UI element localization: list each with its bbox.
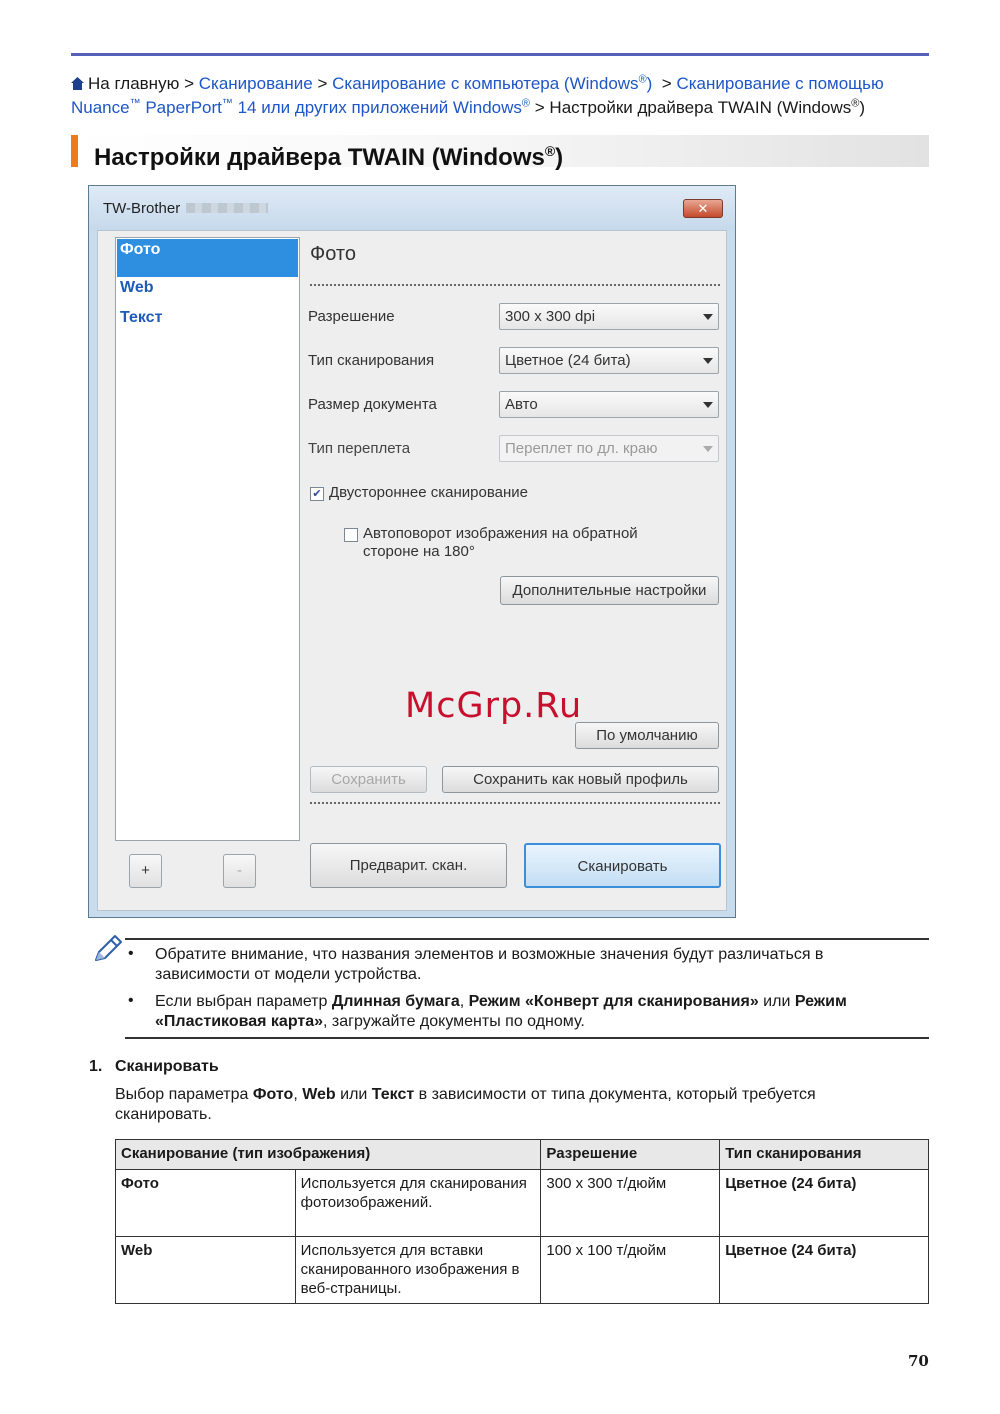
binding-type-label: Тип переплета	[308, 440, 411, 457]
step-number: 1.	[89, 1058, 103, 1075]
chevron-down-icon	[703, 446, 713, 452]
breadcrumb-current-close: )	[859, 98, 866, 117]
top-rule	[71, 53, 929, 56]
close-icon: ✕	[697, 201, 709, 216]
breadcrumb-paperport-text-3: 14 или других приложений Windows	[232, 98, 522, 117]
title-accent	[71, 135, 78, 167]
close-button[interactable]	[683, 199, 723, 218]
table-row	[116, 1237, 929, 1304]
scan-type-select[interactable]	[499, 347, 719, 374]
duplex-label: Двустороннее сканирование	[329, 484, 529, 501]
add-profile-button[interactable]: +	[129, 854, 162, 888]
row-resolution: 300 x 300 т/дюйм	[541, 1170, 720, 1237]
table-header-row	[116, 1140, 929, 1170]
header-scan-type: Тип сканирования	[720, 1140, 929, 1170]
document-size-select[interactable]	[499, 391, 719, 418]
breadcrumb-separator: >	[184, 74, 194, 93]
row-scan-type: Цветное (24 бита)	[720, 1170, 929, 1237]
row-name: Фото	[116, 1170, 296, 1237]
note-top-rule	[125, 938, 929, 940]
breadcrumb-current-text: Настройки драйвера TWAIN (Windows	[549, 98, 852, 117]
dialog-title	[103, 200, 268, 217]
note-item-2	[155, 992, 905, 1032]
page-title-close: )	[555, 144, 564, 171]
twain-dialog	[88, 185, 736, 918]
autorotate-label-line2: стороне на 180°	[363, 543, 475, 560]
header-resolution: Разрешение	[541, 1140, 720, 1170]
duplex-checkbox[interactable]	[310, 487, 324, 501]
document-size-label: Размер документа	[308, 396, 437, 413]
page-title-bar	[71, 135, 929, 171]
note-item-1: Обратите внимание, что названия элементов и возможные значения будут различаться в зависимости от модели устройства.	[155, 946, 824, 983]
page-number: 70	[908, 1352, 929, 1370]
panel-title: Фото	[310, 243, 356, 265]
dotted-divider	[310, 802, 720, 804]
reg-mark: ®	[544, 143, 556, 159]
pencil-icon	[92, 933, 124, 965]
document-size-value: Авто	[505, 396, 538, 413]
binding-type-value: Переплет по дл. краю	[505, 440, 658, 457]
breadcrumb	[71, 72, 941, 120]
table-row	[116, 1170, 929, 1237]
breadcrumb-pc-scan-link[interactable]	[332, 74, 652, 93]
note-bold: Длинная бумага	[331, 993, 460, 1010]
binding-type-select[interactable]	[499, 435, 719, 462]
header-image-type: Сканирование (тип изображения)	[116, 1140, 541, 1170]
note-text: , загружайте документы по одному.	[323, 1013, 585, 1030]
profile-item-photo[interactable]: Фото	[117, 239, 298, 277]
page-title-text: Настройки драйвера TWAIN (Windows	[94, 144, 545, 171]
breadcrumb-pc-scan-text: Сканирование с компьютера (Windows	[332, 74, 639, 93]
breadcrumb-separator: >	[534, 98, 545, 117]
note-bottom-rule	[125, 1037, 929, 1039]
breadcrumb-paperport-text-1: Сканирование с помощью Nuance	[71, 74, 884, 117]
advanced-settings-button[interactable]: Дополнительные настройки	[500, 576, 719, 605]
blurred-model-name	[186, 203, 268, 213]
profile-list	[115, 237, 300, 841]
step-bold: Фото	[252, 1086, 294, 1103]
note-bullet: •	[128, 992, 134, 1009]
reg-mark: ®	[638, 73, 647, 86]
watermark: McGrp.Ru	[405, 686, 583, 726]
row-resolution: 100 x 100 т/дюйм	[541, 1237, 720, 1304]
chevron-down-icon	[703, 402, 713, 408]
step-text: в зависимости от типа документа, который требуется сканировать.	[115, 1086, 816, 1123]
step-bold: Web	[302, 1086, 336, 1103]
chevron-down-icon	[703, 314, 713, 320]
tm-mark: ™	[129, 97, 141, 110]
row-description: Используется для сканирования фотоизображений.	[295, 1170, 541, 1237]
row-scan-type: Цветное (24 бита)	[720, 1237, 929, 1304]
row-description: Используется для вставки сканированного изображения в веб-страницы.	[295, 1237, 541, 1304]
autorotate-checkbox[interactable]	[344, 528, 358, 542]
reg-mark: ®	[851, 97, 860, 110]
remove-profile-button[interactable]: -	[223, 854, 256, 888]
breadcrumb-home[interactable]: На главную	[88, 74, 180, 93]
note-text: или	[758, 993, 795, 1010]
resolution-label: Разрешение	[308, 308, 395, 325]
checkmark-icon: ✔	[312, 488, 322, 500]
step-text: ,	[293, 1086, 303, 1103]
save-new-profile-button[interactable]: Сохранить как новый профиль	[442, 766, 719, 793]
note-text: Если выбран параметр	[155, 993, 332, 1010]
breadcrumb-scan-link[interactable]: Сканирование	[198, 74, 313, 93]
dialog-title-text: TW-Brother	[103, 200, 181, 217]
save-button[interactable]: Сохранить	[310, 766, 427, 793]
page-title	[94, 136, 563, 173]
breadcrumb-current	[549, 98, 865, 117]
step-bold: Текст	[371, 1086, 415, 1103]
scan-type-label: Тип сканирования	[308, 352, 435, 369]
default-button[interactable]: По умолчанию	[575, 722, 719, 749]
scan-button[interactable]: Сканировать	[524, 843, 721, 888]
breadcrumb-separator: >	[317, 74, 328, 93]
step-description	[115, 1085, 875, 1125]
settings-table	[115, 1139, 929, 1304]
breadcrumb-pc-scan-close: )	[646, 74, 653, 93]
dialog-titlebar	[89, 186, 735, 230]
resolution-select[interactable]	[499, 303, 719, 330]
resolution-value: 300 x 300 dpi	[505, 308, 596, 325]
note-bold: Режим «Пластиковая карта»	[155, 993, 847, 1030]
breadcrumb-separator: >	[661, 74, 672, 93]
dotted-divider	[310, 284, 720, 286]
autorotate-label-line1: Автоповорот изображения на обратной	[363, 525, 638, 542]
dialog-body	[97, 230, 727, 911]
profile-item-text[interactable]: Текст	[120, 309, 163, 326]
reg-mark: ®	[521, 97, 531, 110]
note-bold: Режим «Конверт для сканирования»	[468, 993, 759, 1010]
chevron-down-icon	[703, 358, 713, 364]
breadcrumb-paperport-text-2: PaperPort	[140, 98, 222, 117]
step-title: Сканировать	[115, 1058, 219, 1075]
tm-mark: ™	[221, 97, 233, 110]
step-text: Выбор параметра	[115, 1086, 253, 1103]
home-icon	[71, 77, 84, 90]
scan-type-value: Цветное (24 бита)	[505, 352, 631, 369]
step-text: или	[335, 1086, 372, 1103]
row-name: Web	[116, 1237, 296, 1304]
preview-scan-button[interactable]: Предварит. скан.	[310, 843, 507, 888]
note-bullet: •	[128, 945, 134, 962]
note-text: ,	[459, 993, 469, 1010]
profile-item-web[interactable]: Web	[120, 279, 154, 296]
